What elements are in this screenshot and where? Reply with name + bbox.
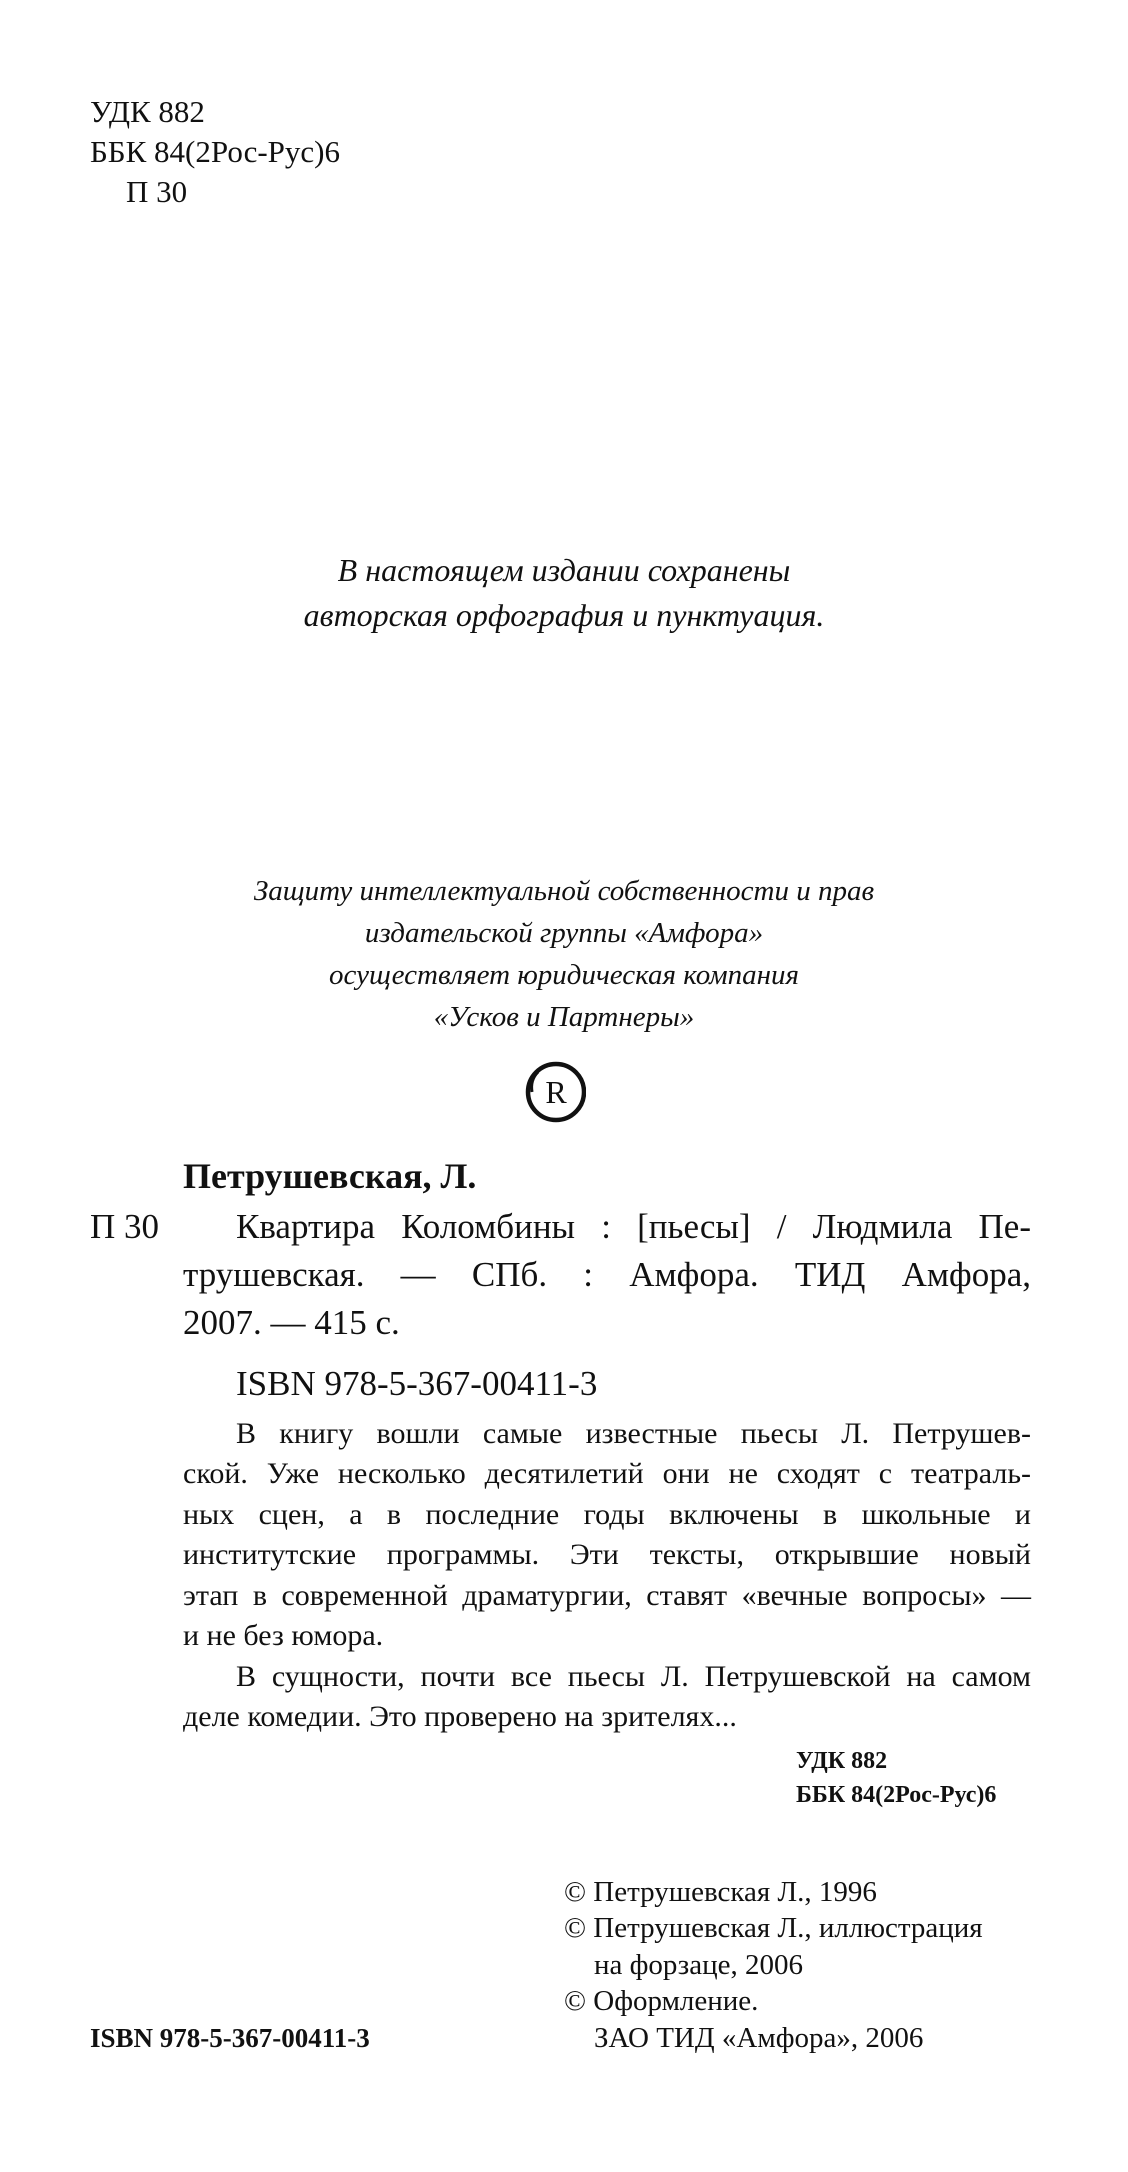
annotation-p1-line-2: ской. Уже несколько десятилетий они не сходят с театраль-	[183, 1457, 1031, 1490]
bbk-code-right: ББК 84(2Рос-Рус)6	[796, 1782, 997, 1808]
annotation-p1-line-1: В книгу вошли самые известные пьесы Л. Петрушев-	[236, 1417, 1031, 1450]
bib-author-code: П 30	[90, 1207, 160, 1246]
udk-code-right: УДК 882	[796, 1748, 888, 1774]
legal-notice-line-1: Защиту интеллектуальной собственности и прав	[253, 875, 875, 907]
bbk-code-top: ББК 84(2Рос-Рус)6	[90, 134, 340, 169]
annotation-p2-line-2: деле комедии. Это проверено на зрителях...	[183, 1700, 737, 1733]
annotation-p1-line-4: институтские программы. Эти тексты, открывшие новый	[183, 1538, 1031, 1571]
legal-notice-line-2: издательской группы «Амфора»	[364, 917, 764, 949]
author-code-top: П 30	[126, 174, 188, 209]
registered-trademark-icon	[520, 1058, 586, 1124]
bib-author: Петрушевская, Л.	[183, 1156, 477, 1196]
orthography-notice-line-1: В настоящем издании сохранены	[337, 552, 791, 588]
copyright-line-5: ЗАО ТИД «Амфора», 2006	[594, 2022, 924, 2054]
annotation-p1-line-3: ных сцен, а в последние годы включены в школьные и	[183, 1498, 1031, 1531]
orthography-notice-line-2: авторская орфография и пунктуация.	[303, 597, 825, 633]
bib-line-1: Квартира Коломбины : [пьесы] / Людмила Пе-	[236, 1207, 1031, 1246]
registered-mark-letter: R	[545, 1074, 567, 1110]
legal-notice-line-4: «Усков и Партнеры»	[433, 1001, 695, 1033]
bib-isbn: ISBN 978-5-367-00411-3	[236, 1364, 598, 1403]
bib-line-3: 2007. — 415 с.	[183, 1303, 400, 1342]
annotation-p2-line-1: В сущности, почти все пьесы Л. Петрушевской на самом	[236, 1660, 1031, 1693]
bib-line-2: трушевская. — СПб. : Амфора. ТИД Амфора,	[183, 1255, 1031, 1294]
isbn-bottom: ISBN 978-5-367-00411-3	[90, 2023, 370, 2053]
udk-code-top: УДК 882	[90, 94, 205, 129]
annotation-p1-line-5: этап в современной драматургии, ставят «вечные вопросы» —	[183, 1579, 1031, 1612]
copyright-line-4: © Оформление.	[564, 1985, 759, 2017]
copyright-line-1: © Петрушевская Л., 1996	[564, 1876, 877, 1908]
legal-notice-line-3: осуществляет юридическая компания	[329, 959, 799, 991]
copyright-line-3: на форзаце, 2006	[594, 1949, 804, 1981]
annotation-p1-line-6: и не без юмора.	[183, 1619, 384, 1652]
copyright-line-2: © Петрушевская Л., иллюстрация	[564, 1912, 983, 1944]
